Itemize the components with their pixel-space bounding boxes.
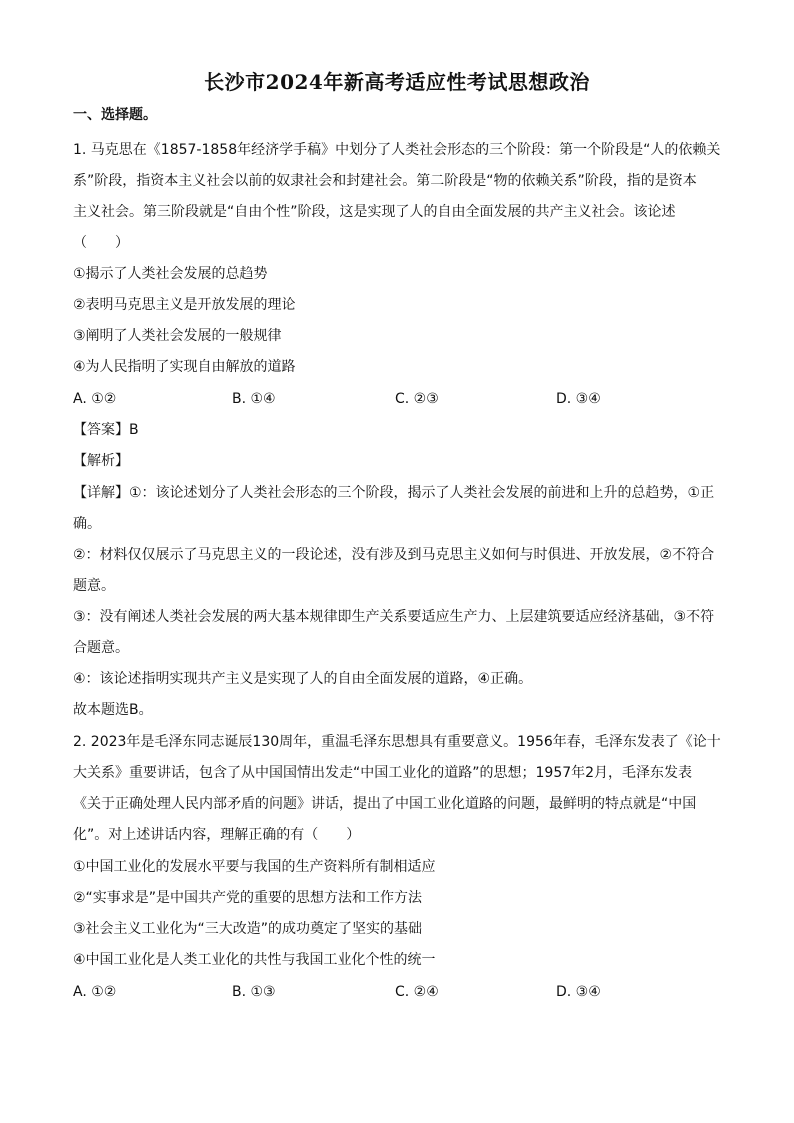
- q1-analysis-line: ②：材料仅仅展示了马克思主义的一段论述，没有涉及到马克思主义如何与时俱进、开放发展，②不符合: [73, 547, 715, 563]
- q1-analysis-label: 【解析】: [73, 453, 129, 469]
- q2-stem-line: 2. 2023年是毛泽东同志诞辰130周年，重温毛泽东思想具有重要意义。1956年春，毛泽东发表了《论十: [73, 734, 721, 750]
- q2-stem-line: 大关系》重要讲话，包含了从中国国情出发走“中国工业化的道路”的思想；1957年2月，毛泽东发表: [73, 765, 693, 781]
- q1-option-d: D. ③④: [556, 391, 601, 407]
- q2-stem-line: 化”。对上述讲话内容，理解正确的有（ ）: [73, 827, 361, 843]
- page-title: 长沙市2024年新高考适应性考试思想政治: [204, 70, 590, 94]
- q1-stem-line: 系”阶段，指资本主义社会以前的奴隶社会和封建社会。第二阶段是“物的依赖关系”阶段，指的是资本: [73, 173, 697, 189]
- q1-stem-line: 主义社会。第三阶段就是“自由个性”阶段，这是实现了人的自由全面发展的共产主义社会。该论述: [73, 204, 676, 220]
- q1-analysis-line: 【详解】①：该论述划分了人类社会形态的三个阶段，揭示了人类社会发展的前进和上升的总趋势，①正: [73, 485, 715, 501]
- q1-statement: ③阐明了人类社会发展的一般规律: [73, 328, 282, 344]
- q1-statement: ②表明马克思主义是开放发展的理论: [73, 297, 296, 313]
- q2-statement: ③社会主义工业化为“三大改造”的成功奠定了坚实的基础: [73, 921, 423, 937]
- q2-option-a: A. ①②: [73, 984, 117, 1000]
- q1-stem-line: 1. 马克思在《1857-1858年经济学手稿》中划分了人类社会形态的三个阶段：第一个阶段是“人的依赖关: [73, 142, 721, 158]
- q2-statement: ①中国工业化的发展水平要与我国的生产资料所有制相适应: [73, 859, 436, 875]
- q2-stem-line: 《关于正确处理人民内部矛盾的问题》讲话，提出了中国工业化道路的问题，最鲜明的特点就是“中国: [73, 796, 697, 812]
- q2-option-c: C. ②④: [395, 984, 439, 1000]
- q2-option-d: D. ③④: [556, 984, 601, 1000]
- q1-option-b: B. ①④: [232, 391, 276, 407]
- q2-option-b: B. ①③: [232, 984, 276, 1000]
- section-heading: 一、选择题。: [73, 107, 157, 123]
- q1-option-c: C. ②③: [395, 391, 439, 407]
- q1-analysis-line: 合题意。: [73, 640, 129, 656]
- q2-statement: ④中国工业化是人类工业化的共性与我国工业化个性的统一: [73, 952, 436, 968]
- q2-statement: ②“实事求是”是中国共产党的重要的思想方法和工作方法: [73, 890, 423, 906]
- q1-analysis-line: 确。: [73, 516, 101, 532]
- q1-analysis-line: ③：没有阐述人类社会发展的两大基本规律即生产关系要适应生产力、上层建筑要适应经济基础，③不符: [73, 609, 715, 625]
- q1-answer: 【答案】B: [73, 422, 139, 438]
- q1-stem-line: （ ）: [73, 235, 129, 251]
- q1-option-a: A. ①②: [73, 391, 117, 407]
- q1-statement: ①揭示了人类社会发展的总趋势: [73, 266, 268, 282]
- q1-analysis-line: 题意。: [73, 578, 115, 594]
- q1-analysis-line: ④：该论述指明实现共产主义是实现了人的自由全面发展的道路，④正确。: [73, 671, 533, 687]
- q1-statement: ④为人民指明了实现自由解放的道路: [73, 359, 296, 375]
- q1-conclusion: 故本题选B。: [73, 702, 153, 718]
